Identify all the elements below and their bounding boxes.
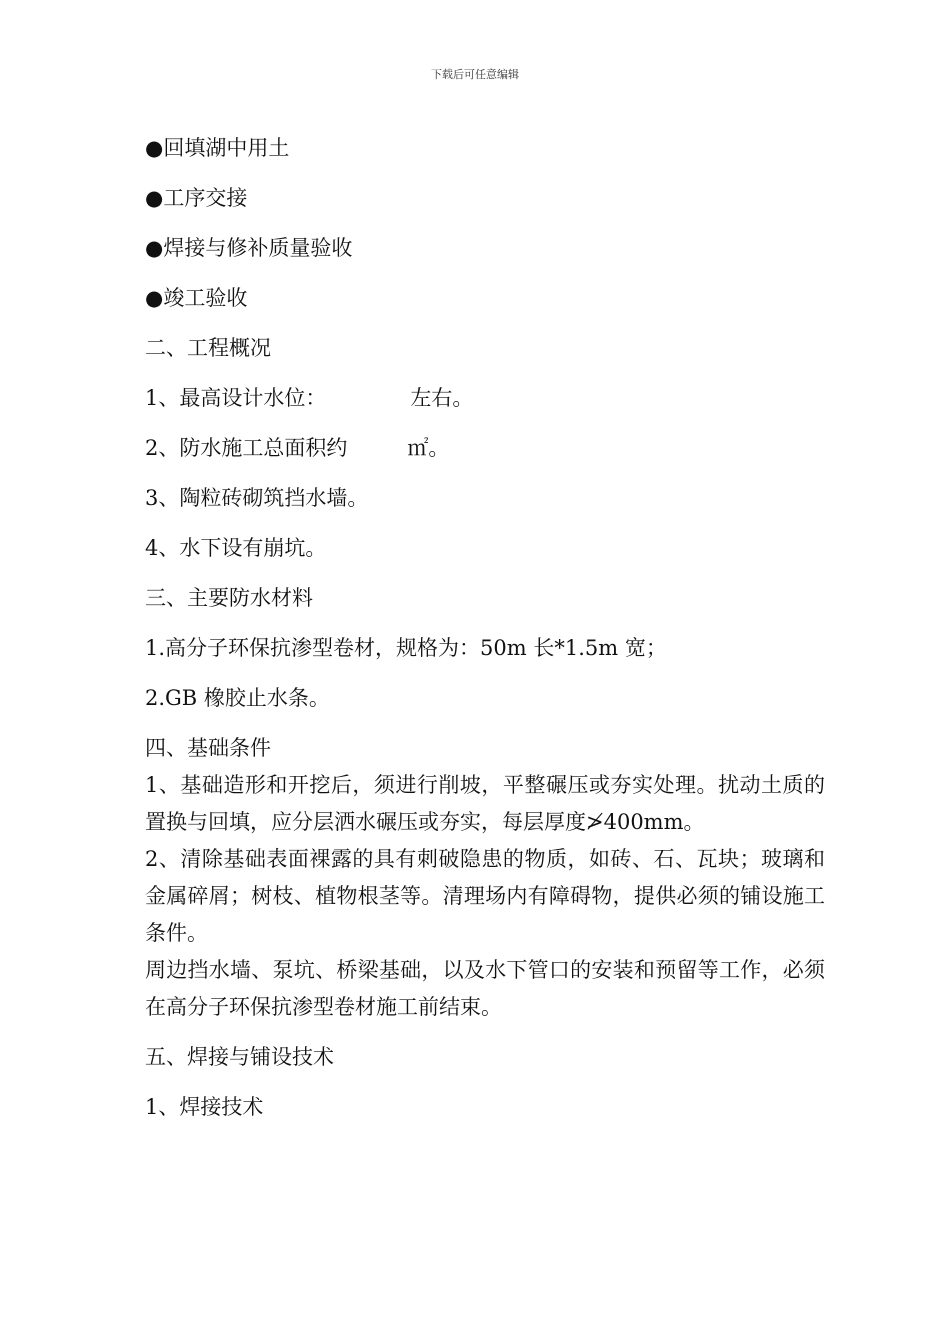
- list-item: 1.高分子环保抗渗型卷材，规格为：50m 长*1.5m 宽；: [145, 636, 667, 660]
- paragraph: 1、基础造形和开挖后，须进行削坡，平整碾压或夯实处理。扰动土质的置换与回填，应分层洒水碾压或夯实，每层厚度≯400mm。: [145, 773, 825, 834]
- list-item: 2.GB 橡胶止水条。: [145, 686, 330, 710]
- section-heading: 三、主要防水材料: [145, 586, 313, 610]
- bullet-item: ●工序交接: [145, 186, 248, 210]
- bullet-item: ●回填湖中用土: [145, 136, 290, 160]
- section-heading: 四、基础条件: [145, 736, 271, 760]
- item-text: ㎡。: [407, 436, 450, 460]
- paragraph: 2、清除基础表面裸露的具有刺破隐患的物质，如砖、石、瓦块；玻璃和金属碎屑；树枝、植物根茎等。清理场内有障碍物，提供必须的铺设施工条件。: [145, 847, 825, 945]
- section-heading: 五、焊接与铺设技术: [145, 1045, 334, 1069]
- list-item: [145, 380, 825, 417]
- page-header: 下载后可任意编辑: [431, 68, 519, 81]
- item-text: 2、防水施工总面积约: [145, 436, 348, 460]
- item-text: 左右。: [410, 386, 474, 410]
- bullet-item: ●竣工验收: [145, 286, 248, 310]
- list-item: 3、陶粒砖砌筑挡水墙。: [145, 486, 369, 510]
- bullet-item: ●焊接与修补质量验收: [145, 236, 353, 260]
- list-item: [145, 430, 825, 467]
- list-item: 4、水下设有崩坑。: [145, 536, 327, 560]
- list-item: 1、焊接技术: [145, 1095, 264, 1119]
- section-heading: 二、工程概况: [145, 336, 271, 360]
- paragraph: 周边挡水墙、泵坑、桥梁基础，以及水下管口的安装和预留等工作，必须在高分子环保抗渗型卷材施工前结束。: [145, 958, 825, 1019]
- item-text: 1、最高设计水位：: [145, 386, 327, 410]
- document-body: [145, 130, 825, 1126]
